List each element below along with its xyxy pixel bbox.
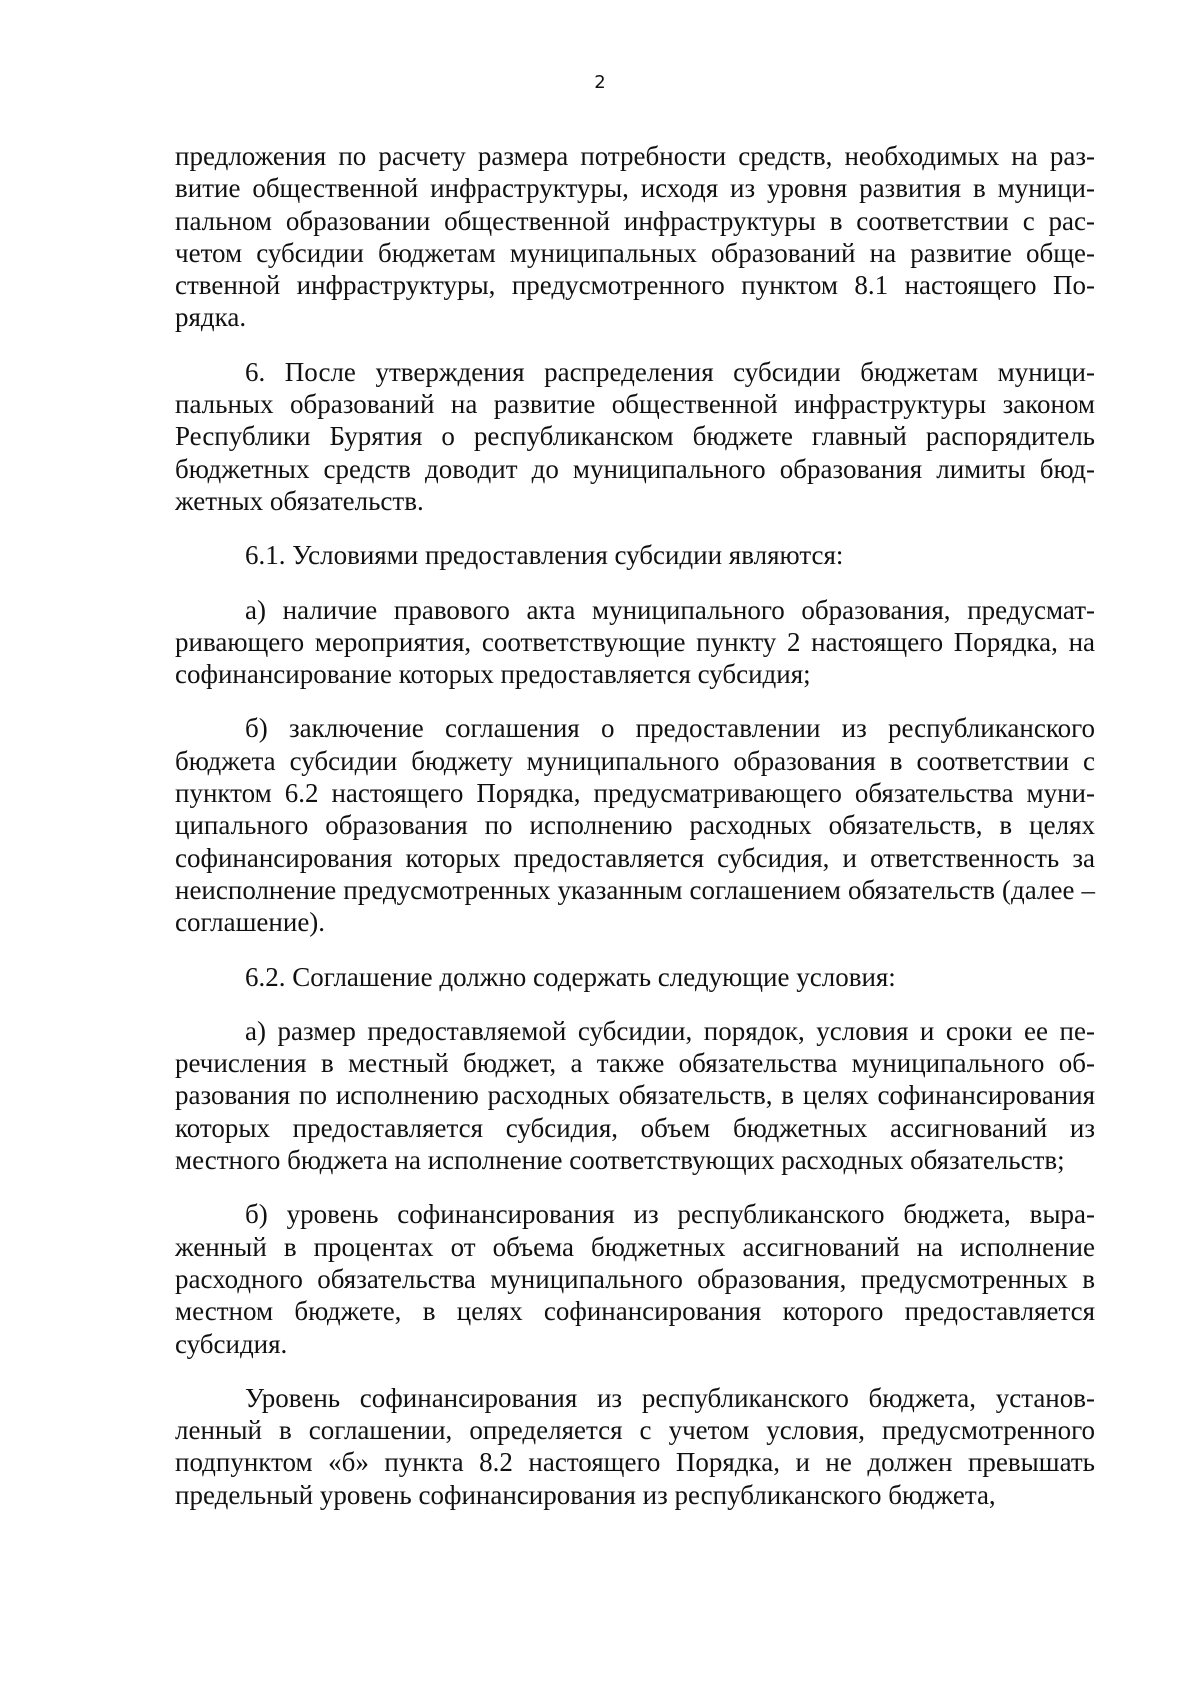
paragraph-clause-6-2-b: б) уровень софинансирования из республиканского бюджета, выраженный в процентах от объема бюджетных ассигнований на исполнение расходного обязательства муниципального образования, предусмотренных в местном бюджете, в целях софинансирования которого предоставляется субсидия.: [175, 1199, 1095, 1359]
paragraph-clause-6-1-a: а) наличие правового акта муниципального образования, предусматривающего мероприятия, соответствующие пункту 2 настоящего Порядка, на софинансирование которых предоставляется субсидия;: [175, 594, 1095, 690]
paragraph-clause-6-2: 6.2. Соглашение должно содержать следующие условия:: [245, 961, 896, 992]
paragraph-clause-6-1-b: б) заключение соглашения о предоставлении из республиканского бюджета субсидии бюджету муниципального образования в соответствии с пунктом 6.2 настоящего Порядка, предусматривающего обязательства муниципального образования по исполнению расходных обязательств, в целях софинансирования которых предоставляется субсидия, и ответственность за неисполнение предусмотренных указанным соглашением обязательств (далее – соглашение).: [175, 713, 1095, 938]
paragraph-clause-6-1: 6.1. Условиями предоставления субсидии являются:: [245, 540, 844, 571]
paragraph-cofinancing-level: Уровень софинансирования из республиканского бюджета, установленный в соглашении, определяется с учетом условия, предусмотренного подпунктом «б» пункта 8.2 настоящего Порядка, и не должен превышать предельный уровень софинансирования из республиканского бюджета,: [175, 1382, 1095, 1510]
paragraph-continuation: предложения по расчету размера потребности средств, необходимых на развитие общественной инфраструктуры, исходя из уровня развития в муниципальном образовании общественной инфраструктуры в соответствии с расчетом субсидии бюджетам муниципальных образований на развитие общественной инфраструктуры, предусмотренного пунктом 8.1 настоящего Порядка.: [175, 141, 1095, 333]
document-body: [175, 140, 1095, 1533]
page-number: 2: [594, 72, 606, 93]
paragraph-clause-6: 6. После утверждения распределения субсидии бюджетам муниципальных образований на развитие общественной инфраструктуры законом Республики Бурятия о республиканском бюджете главный распорядитель бюджетных средств доводит до муниципального образования лимиты бюджетных обязательств.: [175, 356, 1095, 516]
paragraph-clause-6-2-a: а) размер предоставляемой субсидии, порядок, условия и сроки ее перечисления в местный бюджет, а также обязательства муниципального образования по исполнению расходных обязательств, в целях софинансирования которых предоставляется субсидия, объем бюджетных ассигнований из местного бюджета на исполнение соответствующих расходных обязательств;: [175, 1015, 1095, 1176]
